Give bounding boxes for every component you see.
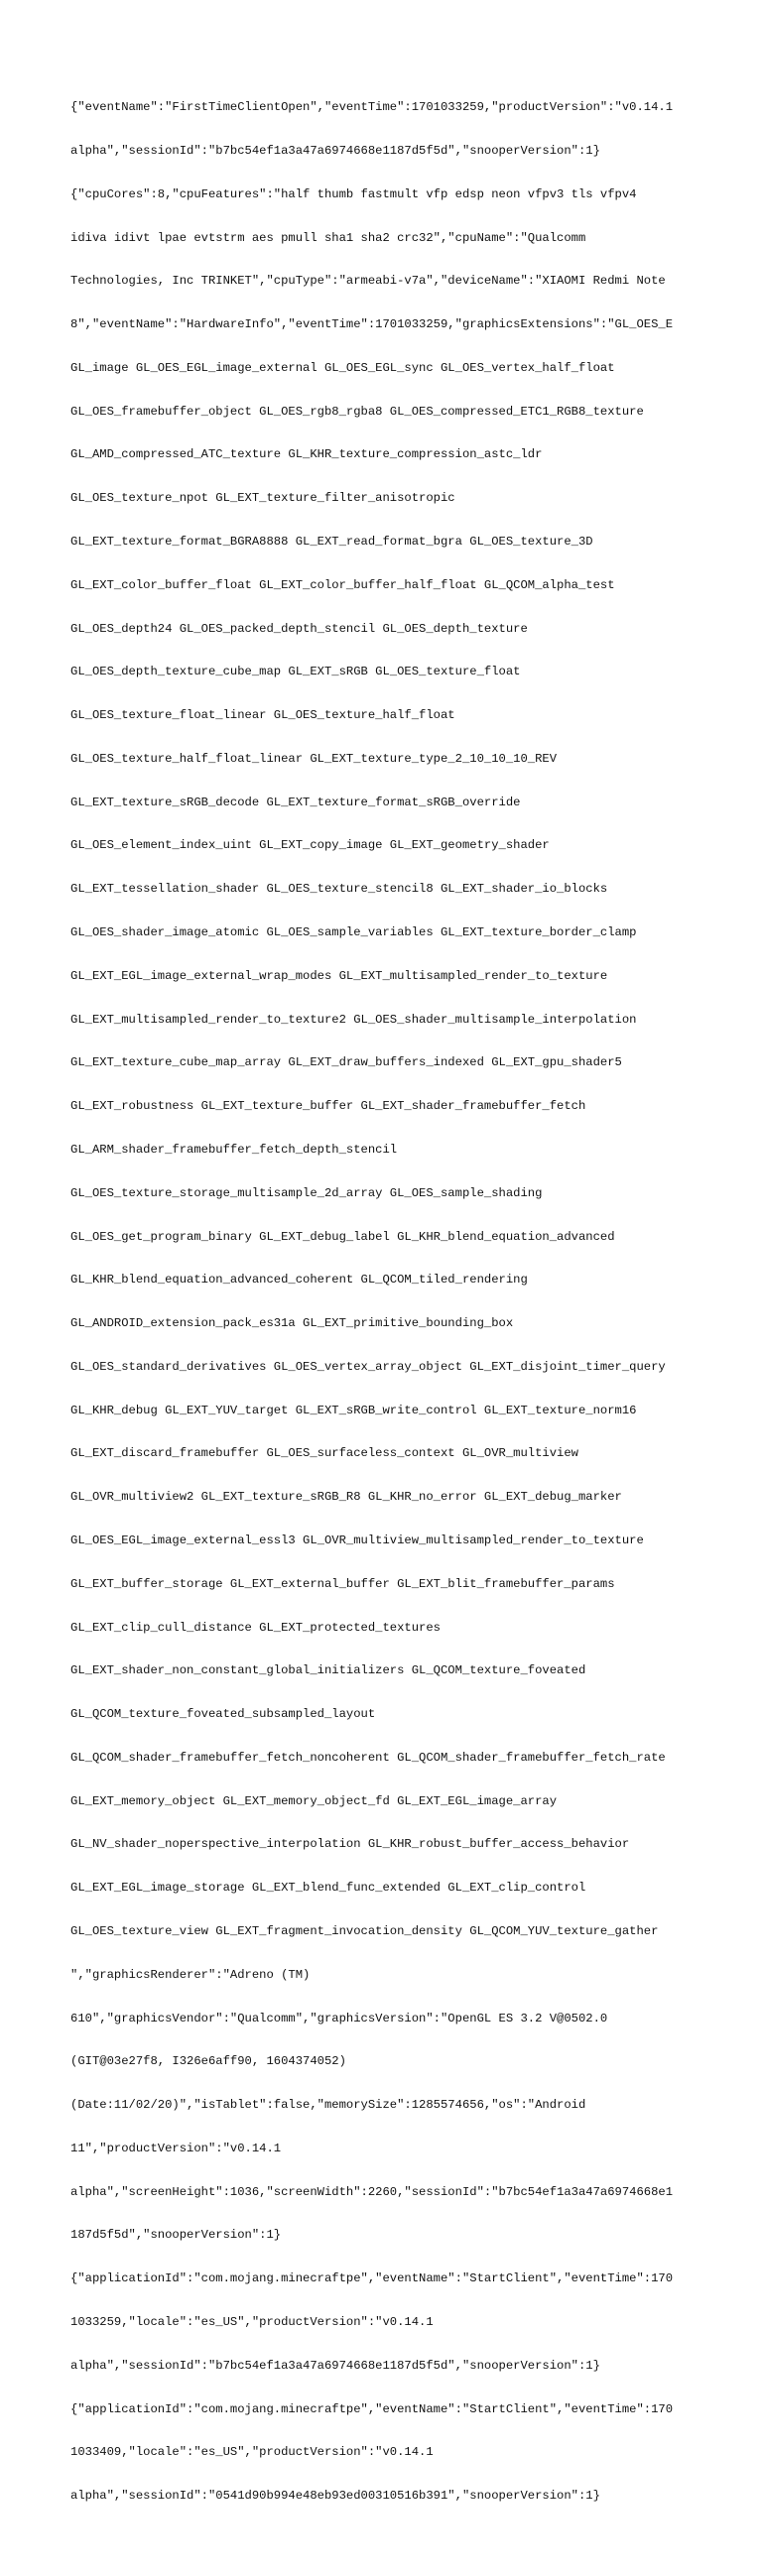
log-line: GL_OES_get_program_binary GL_EXT_debug_label GL_KHR_blend_equation_advanced <box>70 1229 615 1244</box>
log-line: GL_QCOM_texture_foveated_subsampled_layout <box>70 1707 376 1722</box>
log-line: GL_EXT_texture_cube_map_array GL_EXT_draw_buffers_indexed GL_EXT_gpu_shader5 <box>70 1055 622 1070</box>
log-line: GL_OES_framebuffer_object GL_OES_rgb8_rgba8 GL_OES_compressed_ETC1_RGB8_texture <box>70 404 644 419</box>
log-line: {"cpuCores":8,"cpuFeatures":"half thumb fastmult vfp edsp neon vfpv3 tls vfpv4 <box>70 186 637 201</box>
log-line: (Date:11/02/20)","isTablet":false,"memorySize":1285574656,"os":"Android <box>70 2098 586 2113</box>
log-line: GL_OES_depth_texture_cube_map GL_EXT_sRGB GL_OES_texture_float <box>70 665 521 679</box>
log-line: GL_ANDROID_extension_pack_es31a GL_EXT_primitive_bounding_box <box>70 1316 514 1331</box>
log-line: GL_EXT_texture_format_BGRA8888 GL_EXT_read_format_bgra GL_OES_texture_3D <box>70 535 593 549</box>
log-line: alpha","sessionId":"b7bc54ef1a3a47a6974668e1187d5f5d","snooperVersion":1} <box>70 2358 600 2373</box>
log-line: GL_OES_texture_float_linear GL_OES_texture_half_float <box>70 708 455 723</box>
log-line: GL_EXT_buffer_storage GL_EXT_external_buffer GL_EXT_blit_framebuffer_params <box>70 1576 615 1591</box>
log-line: GL_KHR_debug GL_EXT_YUV_target GL_EXT_sRGB_write_control GL_EXT_texture_norm16 <box>70 1403 637 1417</box>
log-line: GL_EXT_memory_object GL_EXT_memory_object_fd GL_EXT_EGL_image_array <box>70 1793 558 1808</box>
log-line: GL_KHR_blend_equation_advanced_coherent GL_QCOM_tiled_rendering <box>70 1273 528 1288</box>
log-text-block <box>70 71 705 2576</box>
log-line: GL_EXT_color_buffer_float GL_EXT_color_buffer_half_float GL_QCOM_alpha_test <box>70 577 615 592</box>
log-line: GL_EXT_EGL_image_storage GL_EXT_blend_func_extended GL_EXT_clip_control <box>70 1881 586 1896</box>
log-line: GL_EXT_EGL_image_external_wrap_modes GL_EXT_multisampled_render_to_texture <box>70 968 608 983</box>
log-line: 187d5f5d","snooperVersion":1} <box>70 2228 282 2243</box>
log-line: GL_OES_texture_npot GL_EXT_texture_filter_anisotropic <box>70 491 455 506</box>
log-line: GL_OES_texture_view GL_EXT_fragment_invocation_density GL_QCOM_YUV_texture_gather <box>70 1924 659 1938</box>
log-line: idiva idivt lpae evtstrm aes pmull sha1 sha2 crc32","cpuName":"Qualcomm <box>70 230 586 245</box>
log-line: alpha","sessionId":"0541d90b994e48eb93ed00310516b391","snooperVersion":1} <box>70 2489 600 2504</box>
log-line: GL_OES_shader_image_atomic GL_OES_sample_variables GL_EXT_texture_border_clamp <box>70 925 637 940</box>
log-line: GL_OES_texture_half_float_linear GL_EXT_texture_type_2_10_10_10_REV <box>70 751 558 766</box>
log-line: GL_EXT_discard_framebuffer GL_OES_surfaceless_context GL_OVR_multiview <box>70 1446 578 1461</box>
log-line: alpha","sessionId":"b7bc54ef1a3a47a6974668e1187d5f5d","snooperVersion":1} <box>70 143 600 158</box>
log-line: 8","eventName":"HardwareInfo","eventTime":1701033259,"graphicsExtensions":"GL_OES_E <box>70 317 674 332</box>
log-line: GL_EXT_clip_cull_distance GL_EXT_protected_textures <box>70 1620 441 1635</box>
log-line: GL_EXT_multisampled_render_to_texture2 GL_OES_shader_multisample_interpolation <box>70 1012 637 1027</box>
log-line: GL_OES_depth24 GL_OES_packed_depth_stencil GL_OES_depth_texture <box>70 621 528 636</box>
log-line: alpha","screenHeight":1036,"screenWidth":2260,"sessionId":"b7bc54ef1a3a47a6974668e1 <box>70 2184 674 2199</box>
log-line: {"eventName":"FirstTimeClientOpen","eventTime":1701033259,"productVersion":"v0.14.1 <box>70 100 674 115</box>
log-line: (GIT@03e27f8, I326e6aff90, 1604374052) <box>70 2054 346 2069</box>
log-line: GL_EXT_tessellation_shader GL_OES_texture_stencil8 GL_EXT_shader_io_blocks <box>70 882 608 897</box>
log-line: GL_OES_texture_storage_multisample_2d_array GL_OES_sample_shading <box>70 1185 543 1200</box>
log-line: ","graphicsRenderer":"Adreno (TM) <box>70 1967 311 1982</box>
log-line: Technologies, Inc TRINKET","cpuType":"armeabi-v7a","deviceName":"XIAOMI Redmi Note <box>70 274 666 289</box>
log-line <box>70 2532 705 2547</box>
log-line: GL_EXT_shader_non_constant_global_initializers GL_QCOM_texture_foveated <box>70 1663 586 1678</box>
log-line: GL_ARM_shader_framebuffer_fetch_depth_stencil <box>70 1142 398 1157</box>
log-line: GL_QCOM_shader_framebuffer_fetch_noncoherent GL_QCOM_shader_framebuffer_fetch_rate <box>70 1750 666 1765</box>
log-line: GL_OES_standard_derivatives GL_OES_vertex_array_object GL_EXT_disjoint_timer_query <box>70 1359 666 1374</box>
log-line: 11","productVersion":"v0.14.1 <box>70 2141 282 2155</box>
log-line: GL_AMD_compressed_ATC_texture GL_KHR_texture_compression_astc_ldr <box>70 447 543 462</box>
log-line: 610","graphicsVendor":"Qualcomm","graphicsVersion":"OpenGL ES 3.2 V@0502.0 <box>70 2011 608 2025</box>
log-line: GL_EXT_robustness GL_EXT_texture_buffer GL_EXT_shader_framebuffer_fetch <box>70 1099 586 1114</box>
log-line: 1033409,"locale":"es_US","productVersion":"v0.14.1 <box>70 2445 434 2460</box>
log-line: GL_OES_EGL_image_external_essl3 GL_OVR_multiview_multisampled_render_to_texture <box>70 1533 644 1547</box>
log-line: GL_OVR_multiview2 GL_EXT_texture_sRGB_R8 GL_KHR_no_error GL_EXT_debug_marker <box>70 1490 622 1505</box>
log-line: 1033259,"locale":"es_US","productVersion":"v0.14.1 <box>70 2315 434 2330</box>
log-line: {"applicationId":"com.mojang.minecraftpe","eventName":"StartClient","eventTime":170 <box>70 2401 674 2416</box>
log-line: GL_OES_element_index_uint GL_EXT_copy_image GL_EXT_geometry_shader <box>70 838 550 853</box>
log-line: GL_NV_shader_noperspective_interpolation GL_KHR_robust_buffer_access_behavior <box>70 1837 630 1852</box>
log-line: GL_EXT_texture_sRGB_decode GL_EXT_texture_format_sRGB_override <box>70 795 521 809</box>
log-line: {"applicationId":"com.mojang.minecraftpe","eventName":"StartClient","eventTime":170 <box>70 2271 674 2286</box>
log-line: GL_image GL_OES_EGL_image_external GL_OES_EGL_sync GL_OES_vertex_half_float <box>70 360 615 375</box>
